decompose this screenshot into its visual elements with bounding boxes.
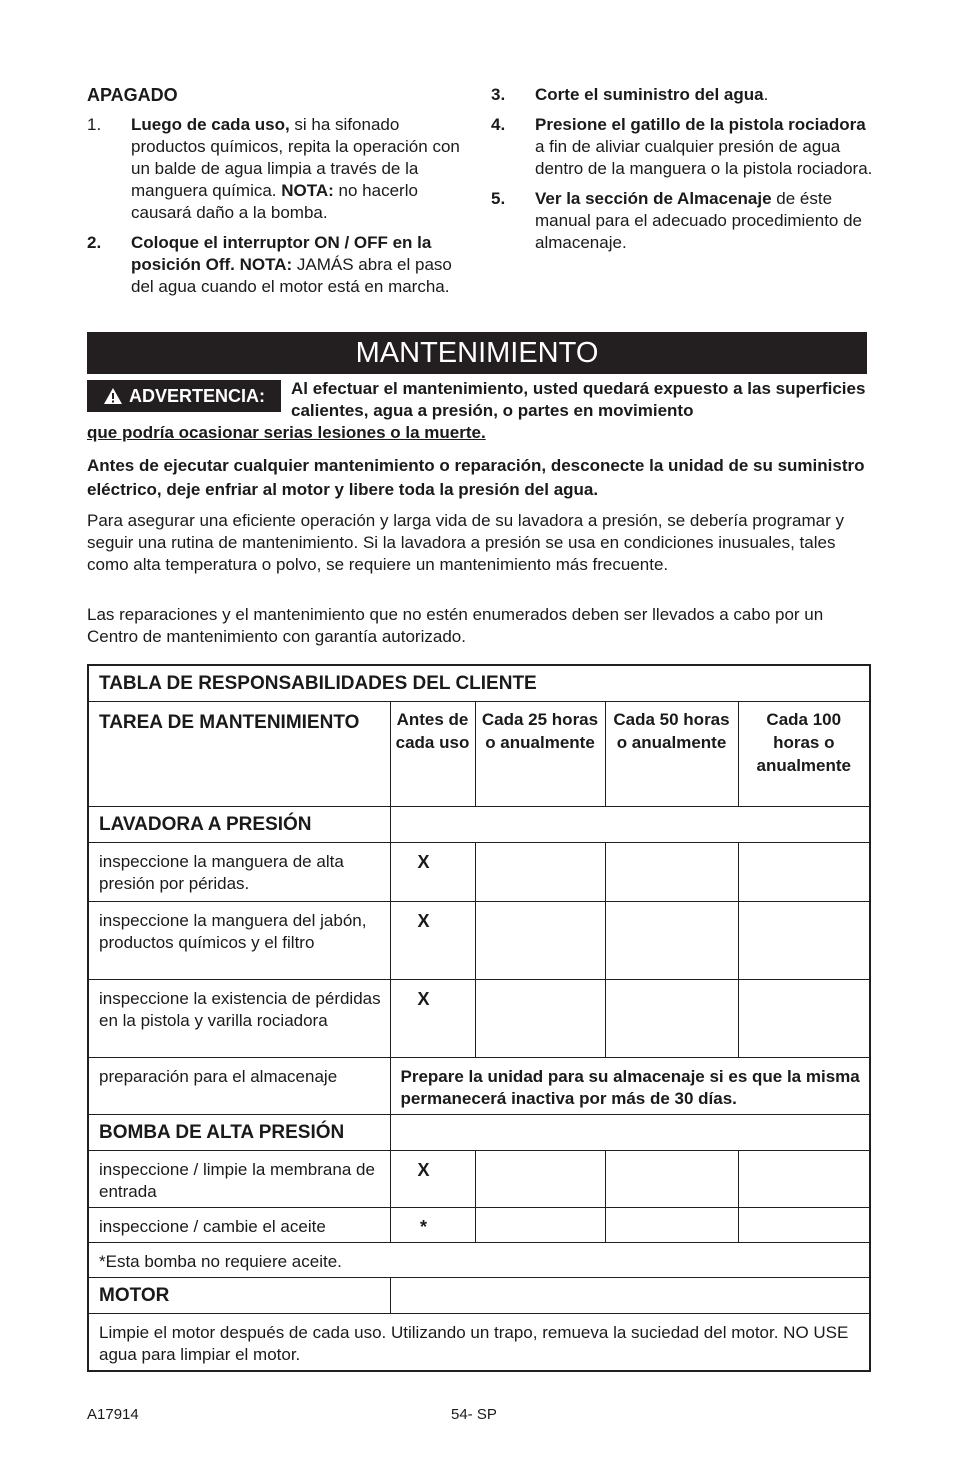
task-cell: preparación para el almacenaje <box>88 1058 390 1115</box>
empty-cell <box>605 980 738 1058</box>
header-before-use: Antes de cada uso <box>390 702 475 807</box>
task-cell: inspeccione la manguera de alta presión por péridas. <box>88 843 390 902</box>
footnote: *Esta bomba no requiere aceite. <box>88 1243 870 1278</box>
section-title: APAGADO <box>87 85 178 105</box>
empty-cell <box>475 843 605 902</box>
item-body: . <box>763 85 769 104</box>
warning-text-continued: que podría ocasionar serias lesiones o la muerte. <box>87 423 486 442</box>
task-cell: inspeccione / limpie la membrana de entrada <box>88 1151 390 1208</box>
task-cell: inspeccione la manguera del jabón, productos químicos y el filtro <box>88 902 390 980</box>
table-row <box>88 1058 870 1115</box>
empty-cell <box>738 1151 870 1208</box>
warning-label: ADVERTENCIA: <box>128 385 265 406</box>
empty-cell <box>738 1208 870 1243</box>
section-row <box>88 807 870 843</box>
mark-cell: X <box>390 902 475 980</box>
footnote-row <box>88 1243 870 1278</box>
empty-cell <box>475 902 605 980</box>
maintenance-paragraph: Para asegurar una eficiente operación y larga vida de su lavadora a presión, se debería programar y seguir una rutina de mantenimiento. Si la lavadora a presión se usa en condiciones inusuales, tales como alta temperatura o polvo, se requiere un mantenimiento más frecuente. <box>87 511 844 574</box>
task-cell: inspeccione la existencia de pérdidas en la pistola y varilla rociadora <box>88 980 390 1058</box>
warning-text: Al efectuar el mantenimiento, usted quedará expuesto a las superficies calientes, agua a presión, o partes en movimiento <box>291 379 866 420</box>
header-task: TAREA DE MANTENIMIENTO <box>88 702 390 807</box>
item-number: 2. <box>87 233 102 252</box>
item-note: no hacerlo causará daño a la bomba. <box>131 181 418 222</box>
section-title: LAVADORA A PRESIÓN <box>88 807 390 843</box>
motor-note: Limpie el motor después de cada uso. Utilizando un trapo, remueva la suciedad del motor. NO USE agua para limpiar el motor. <box>88 1314 870 1372</box>
mark-cell: X <box>390 1151 475 1208</box>
shutdown-section <box>87 84 465 306</box>
table-title-row <box>88 665 870 702</box>
warning-badge <box>87 380 281 412</box>
table-row <box>88 902 870 980</box>
responsibilities-table <box>87 664 871 1372</box>
mark-cell: X <box>390 843 475 902</box>
storage-note: Prepare la unidad para su almacenaje si es que la misma permanecerá inactiva por más de 30 días. <box>390 1058 870 1115</box>
header-100-hours: Cada 100 horas o anualmente <box>738 702 870 807</box>
empty-cell <box>390 807 870 843</box>
repairs-paragraph: Las reparaciones y el mantenimiento que no estén enumerados deben ser llevados a cabo por un Centro de mantenimiento con garantía autorizado. <box>87 605 824 646</box>
item-body: si ha sifonado productos químicos, repita la operación con un balde de agua limpia a través de la manguera química. <box>131 115 460 200</box>
table-row <box>88 980 870 1058</box>
item-number: 3. <box>491 85 506 104</box>
section-banner: MANTENIMIENTO <box>87 332 867 374</box>
table-title: TABLA DE RESPONSABILIDADES DEL CLIENTE <box>88 665 870 702</box>
item-text <box>535 114 876 180</box>
header-50-hours: Cada 50 horas o anualmente <box>605 702 738 807</box>
item-body: JAMÁS abra el paso del agua cuando el motor está en marcha. <box>131 255 452 296</box>
table-header-row <box>88 702 870 807</box>
section-row <box>88 1278 870 1314</box>
list-item <box>491 188 876 254</box>
item-note-label: NOTA: <box>281 181 334 200</box>
item-number: 1. <box>87 115 102 134</box>
document-code: A17914 <box>87 1406 139 1423</box>
item-bold: Coloque el interruptor ON / OFF en la posición Off. NOTA: <box>131 233 432 274</box>
table-row <box>88 1314 870 1372</box>
item-bold: Corte el suministro del agua <box>535 85 764 104</box>
header-25-hours: Cada 25 horas o anualmente <box>475 702 605 807</box>
empty-cell <box>605 902 738 980</box>
mark-cell: X <box>390 980 475 1058</box>
empty-cell <box>738 902 870 980</box>
empty-cell <box>605 843 738 902</box>
list-item <box>491 114 876 180</box>
safety-paragraph: Antes de ejecutar cualquier mantenimiento o reparación, desconecte la unidad de su suministro eléctrico, deje enfriar al motor y libere toda la presión del agua. <box>87 456 865 499</box>
item-number: 4. <box>491 115 506 134</box>
item-bold: Presione el gatillo de la pistola rociadora <box>535 115 866 134</box>
empty-cell <box>475 1151 605 1208</box>
list-item <box>87 232 465 298</box>
item-text <box>131 114 465 224</box>
item-body: a fin de aliviar cualquier presión de agua dentro de la manguera o la pistola rociadora. <box>535 137 873 178</box>
empty-cell <box>390 1278 870 1314</box>
task-cell: inspeccione / cambie el aceite <box>88 1208 390 1243</box>
section-title: BOMBA DE ALTA PRESIÓN <box>88 1115 390 1151</box>
mark-cell: * <box>390 1208 475 1243</box>
empty-cell <box>605 1208 738 1243</box>
empty-cell <box>390 1115 870 1151</box>
table-row <box>88 1208 870 1243</box>
item-text <box>535 188 876 254</box>
list-item <box>87 114 465 224</box>
empty-cell <box>738 843 870 902</box>
item-number: 5. <box>491 189 506 208</box>
empty-cell <box>738 980 870 1058</box>
item-text <box>131 232 465 298</box>
empty-cell <box>475 1208 605 1243</box>
section-title: MOTOR <box>88 1278 390 1314</box>
item-body: de éste manual para el adecuado procedimiento de almacenaje. <box>535 189 863 252</box>
item-bold: Luego de cada uso, <box>131 115 290 134</box>
table-row <box>88 1151 870 1208</box>
empty-cell <box>605 1151 738 1208</box>
warning-triangle-icon <box>103 387 123 405</box>
list-item <box>491 84 876 106</box>
section-row <box>88 1115 870 1151</box>
item-bold: Ver la sección de Almacenaje <box>535 189 772 208</box>
shutdown-section-continued <box>491 84 876 262</box>
item-text <box>535 84 876 106</box>
page-number: 54- SP <box>451 1406 497 1423</box>
table-row <box>88 843 870 902</box>
empty-cell <box>475 980 605 1058</box>
